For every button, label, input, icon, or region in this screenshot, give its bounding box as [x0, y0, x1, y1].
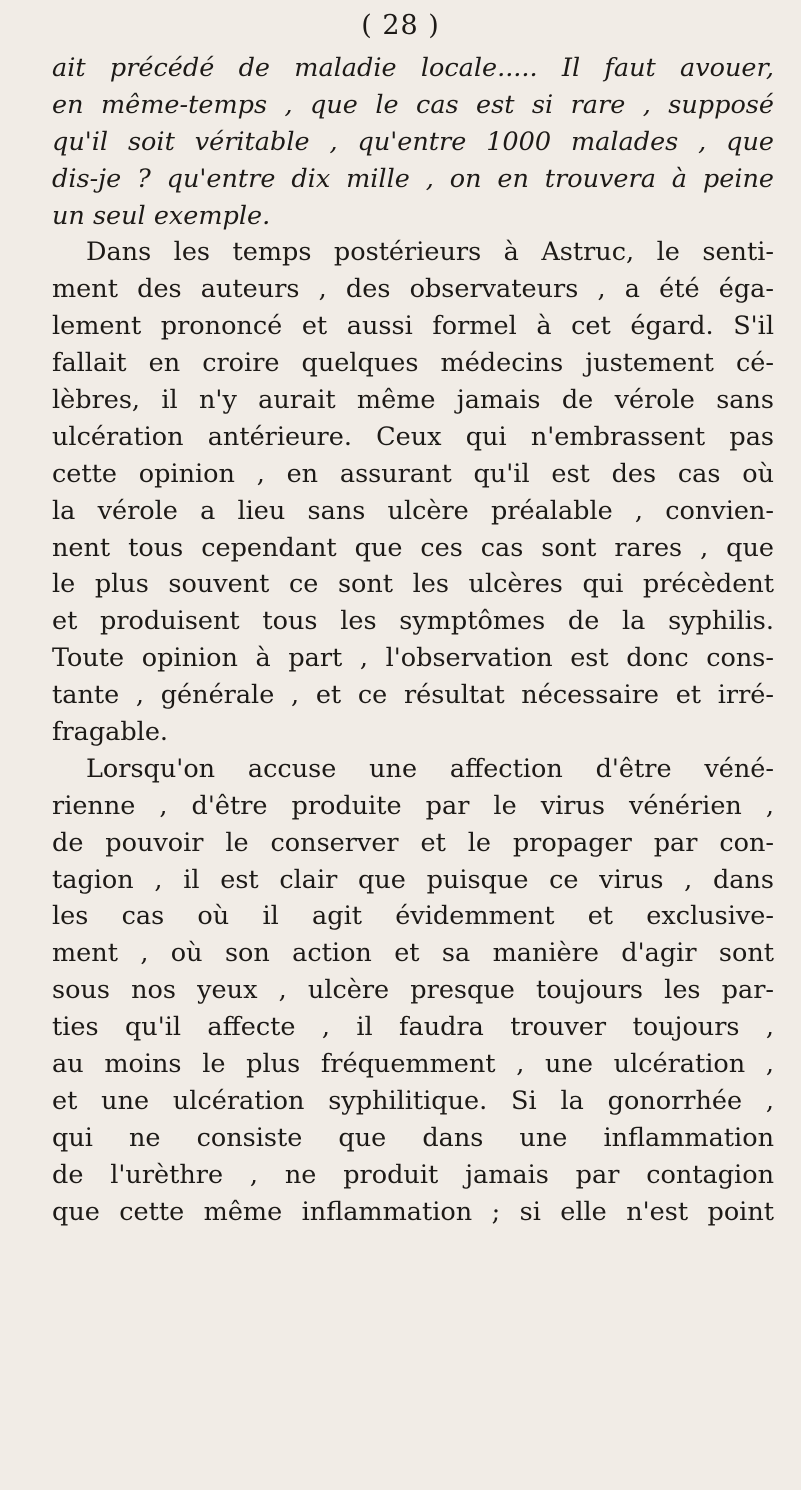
- text-line: un seul exemple.: [52, 200, 271, 231]
- page-number: ( 28 ): [361, 10, 440, 41]
- text-line: cette opinion , en assurant qu'il est des cas où: [52, 458, 774, 489]
- text-line: Toute opinion à part , l'observation est donc cons-: [52, 643, 774, 674]
- text-line: de l'urèthre , ne produit jamais par contagion: [52, 1159, 774, 1190]
- text-line: lèbres, il n'y aurait même jamais de vérole sans: [52, 385, 774, 416]
- text-line: tagion , il est clair que puisque ce virus , dans: [52, 864, 774, 895]
- text-line: sous nos yeux , ulcère presque toujours les par-: [52, 975, 774, 1006]
- text-line: ment , où son action et sa manière d'agir sont: [52, 938, 774, 969]
- text-line: ait précédé de maladie locale..... Il faut avouer,: [52, 53, 774, 83]
- text-line: et produisent tous les symptômes de la syphilis.: [52, 606, 774, 637]
- page-text: [52, 50, 774, 1231]
- text-line: la vérole a lieu sans ulcère préalable , convien-: [52, 495, 774, 526]
- text-line: qu'il soit véritable , qu'entre 1000 malades , que: [52, 126, 774, 157]
- text-line: qui ne consiste que dans une inflammation: [52, 1122, 774, 1153]
- text-line: les cas où il agit évidemment et exclusive-: [52, 901, 774, 932]
- text-line: de pouvoir le conserver et le propager par con-: [52, 827, 774, 858]
- text-line: ties qu'il affecte , il faudra trouver toujours ,: [52, 1012, 774, 1043]
- text-line: fallait en croire quelques médecins justement cé-: [52, 348, 774, 379]
- text-line: et une ulcération syphilitique. Si la gonorrhée ,: [52, 1085, 774, 1116]
- text-line: Dans les temps postérieurs à Astruc, le senti-: [86, 237, 774, 268]
- text-line: nent tous cependant que ces cas sont rares , que: [52, 532, 774, 563]
- text-line: ulcération antérieure. Ceux qui n'embrassent pas: [52, 421, 774, 452]
- text-line: au moins le plus fréquemment , une ulcération ,: [52, 1049, 774, 1080]
- text-line: tante , générale , et ce résultat nécessaire et irré-: [52, 680, 774, 711]
- text-line: en même-temps , que le cas est si rare , supposé: [52, 89, 774, 120]
- text-line: que cette même inflammation ; si elle n'est point: [52, 1196, 774, 1227]
- text-line: le plus souvent ce sont les ulcères qui précèdent: [52, 569, 774, 600]
- text-line: rienne , d'être produite par le virus vénérien ,: [52, 790, 774, 821]
- text-line: lement prononcé et aussi formel à cet égard. S'il: [52, 311, 774, 342]
- text-line: Lorsqu'on accuse une affection d'être véné-: [86, 753, 774, 784]
- text-line: ment des auteurs , des observateurs , a été éga-: [52, 274, 774, 305]
- text-line: dis-je ? qu'entre dix mille , on en trouvera à peine: [52, 163, 774, 194]
- text-line: fragable.: [52, 717, 169, 748]
